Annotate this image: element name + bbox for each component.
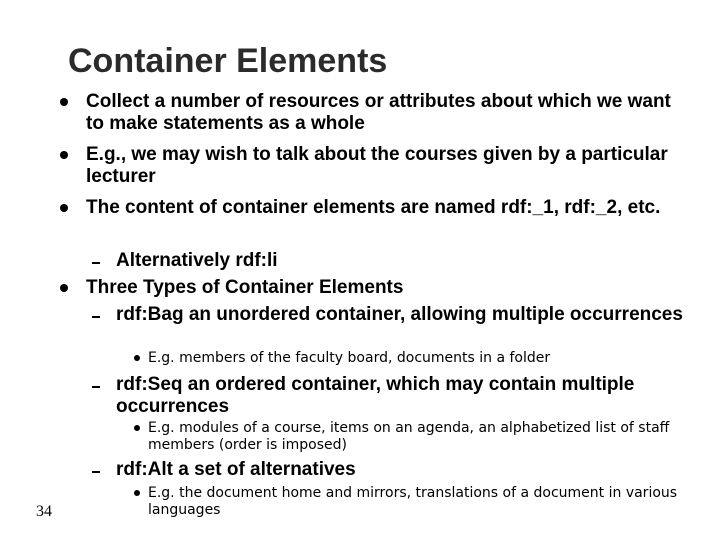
sub-bullet-dash [92,386,100,388]
bullet-container-naming: The content of container elements are named rdf:_1, rdf:_2, etc. [86,197,661,218]
sub-bullet-dash [92,316,100,318]
bullet-courses-example: E.g., we may wish to talk about the courses given by a particular lecturer [86,144,668,187]
bullet-dot [134,490,140,496]
sub-bullet-rdf-alt: rdf:Alt a set of alternatives [116,459,356,480]
bullet-dot [60,98,68,106]
bullet-three-types: Three Types of Container Elements [86,277,404,298]
sub-bullet-dash [92,262,100,264]
bullet-dot [134,425,140,431]
alt-example: E.g. the document home and mirrors, translations of a document in various languages [148,485,678,518]
bullet-dot [134,355,140,361]
bullet-dot [60,204,68,212]
bullet-collect-resources: Collect a number of resources or attributes about which we want to make statements as a whole [86,91,671,134]
bullet-dot [60,151,68,159]
sub-bullet-rdf-li: Alternatively rdf:li [116,250,278,271]
slide-number: 34 [36,503,52,520]
sub-bullet-rdf-seq: rdf:Seq an ordered container, which may contain multiple occurrences [116,374,635,417]
sub-bullet-rdf-bag: rdf:Bag an unordered container, allowing multiple occurrences [116,304,683,325]
sub-bullet-dash [92,471,100,473]
bag-example: E.g. members of the faculty board, documents in a folder [148,350,551,366]
slide-title: Container Elements [68,42,388,80]
seq-example: E.g. modules of a course, items on an agenda, an alphabetized list of staff members (order is imposed) [148,420,670,453]
bullet-dot [60,284,68,292]
